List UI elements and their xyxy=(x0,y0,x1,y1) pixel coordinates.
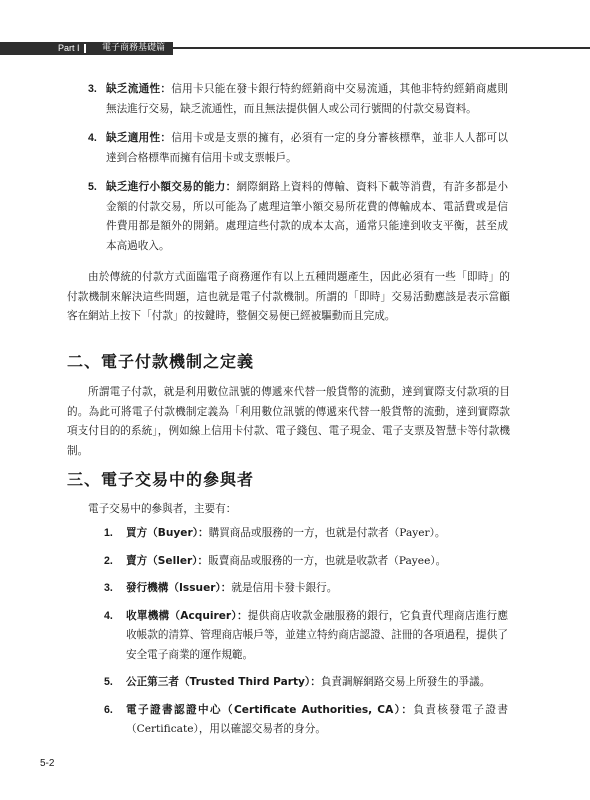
item-number: 4. xyxy=(104,609,113,622)
problem-list xyxy=(88,80,508,266)
item-body xyxy=(126,607,508,666)
item-text: 販賣商品或服務的一方，也就是收款者（Payee）。 xyxy=(208,554,447,567)
item-term: 賣方（Seller）： xyxy=(126,554,209,567)
item-number: 5. xyxy=(88,181,97,193)
participant-list xyxy=(104,524,508,748)
item-term: 缺乏適用性： xyxy=(106,132,172,144)
item-body xyxy=(106,129,508,168)
item-term: 收單機構（Acquirer）： xyxy=(126,609,248,622)
item-text: 信用卡只能在發卡銀行特約經銷商中交易流通，其他非特約經銷商處則無法進行交易，缺乏流通性，而且無法提供個人或公司行號間的付款交易資料。 xyxy=(106,83,508,115)
item-body xyxy=(126,673,508,693)
item-number: 3. xyxy=(104,582,113,594)
item-number: 2. xyxy=(104,554,113,567)
part-text: Part I xyxy=(58,43,80,53)
item-number: 4. xyxy=(88,132,97,144)
item-term: 缺乏進行小額交易的能力： xyxy=(106,181,237,193)
body-paragraph: 電子交易中的參與者，主要有： xyxy=(88,503,237,515)
item-number: 3. xyxy=(88,83,97,95)
item-text: 負責核發電子證書（Certificate），用以確認交易者的身分。 xyxy=(126,703,508,735)
item-text: 就是信用卡發卡銀行。 xyxy=(231,582,338,594)
item-text: 購買商品或服務的一方，也就是付款者（Payer）。 xyxy=(208,527,446,539)
item-number: 6. xyxy=(104,703,113,716)
part-label xyxy=(0,42,100,55)
item-text: 負責調解網路交易上所發生的爭議。 xyxy=(320,676,491,688)
item-body xyxy=(126,579,508,599)
item-number: 5. xyxy=(104,676,113,688)
list-item xyxy=(104,579,508,599)
running-header xyxy=(0,42,590,55)
header-rule xyxy=(173,47,590,55)
item-body xyxy=(106,178,508,256)
list-item xyxy=(104,673,508,693)
page-number: 5-2 xyxy=(40,758,55,769)
list-item xyxy=(88,129,508,168)
list-item xyxy=(104,552,508,572)
item-number: 1. xyxy=(104,527,113,539)
chapter-title: 電子商務基礎篇 xyxy=(100,42,173,55)
list-item xyxy=(88,80,508,119)
item-body xyxy=(126,701,508,740)
item-text: 網際網路上資料的傳輸、資料下載等消費，有許多都是小金額的付款交易，所以可能為了處理這筆小額交易所花費的傳輸成本、電話費或是信件費用都是額外的開銷。處理這些付款的成本太高，通常只能達到收支平衡，甚至成本高過收入。 xyxy=(106,181,508,252)
list-item xyxy=(104,524,508,544)
item-term: 缺乏流通性： xyxy=(106,83,172,95)
list-item xyxy=(104,701,508,740)
body-paragraph: 所謂電子付款，就是利用數位訊號的傳遞來代替一般貨幣的流動，達到實際支付款項的目的。為此可將電子付款機制定義為「利用數位訊號的傳遞來代替一般貨幣的流動，達到實際款項支付目的的系統」，例如線上信用卡付款、電子錢包、電子現金、電子支票及智慧卡等付款機制。 xyxy=(67,386,510,457)
list-item xyxy=(104,607,508,666)
item-body xyxy=(126,552,508,572)
item-text: 信用卡或是支票的擁有，必須有一定的身分審核標準，並非人人都可以達到合格標準而擁有信用卡或支票帳戶。 xyxy=(106,132,508,164)
body-paragraph: 由於傳統的付款方式面臨電子商務運作有以上五種問題產生，因此必須有一些「即時」的付款機制來解決這些問題，這也就是電子付款機制。所謂的「即時」交易活動應該是表示當顧客在網站上按下「付款」的按鍵時，整個交易便已經被驅動而且完成。 xyxy=(67,271,510,322)
item-term: 公正第三者（Trusted Third Party）： xyxy=(126,676,321,688)
section-heading: 二、電子付款機制之定義 xyxy=(67,352,255,371)
list-item xyxy=(88,178,508,256)
item-term: 電子證書認證中心（Certificate Authorities, CA）： xyxy=(126,703,414,716)
item-term: 買方（Buyer）： xyxy=(126,527,209,539)
item-body xyxy=(106,80,508,119)
section-heading: 三、電子交易中的參與者 xyxy=(67,470,255,489)
separator-bar xyxy=(84,44,86,53)
item-term: 發行機構（Issuer）： xyxy=(126,582,232,594)
item-body xyxy=(126,524,508,544)
item-text: 提供商店收款金融服務的銀行，它負責代理商店進行應收帳款的清算、管理商店帳戶等，並建立特約商店認證、註冊的各項過程，提供了安全電子商業的運作規範。 xyxy=(126,609,508,661)
